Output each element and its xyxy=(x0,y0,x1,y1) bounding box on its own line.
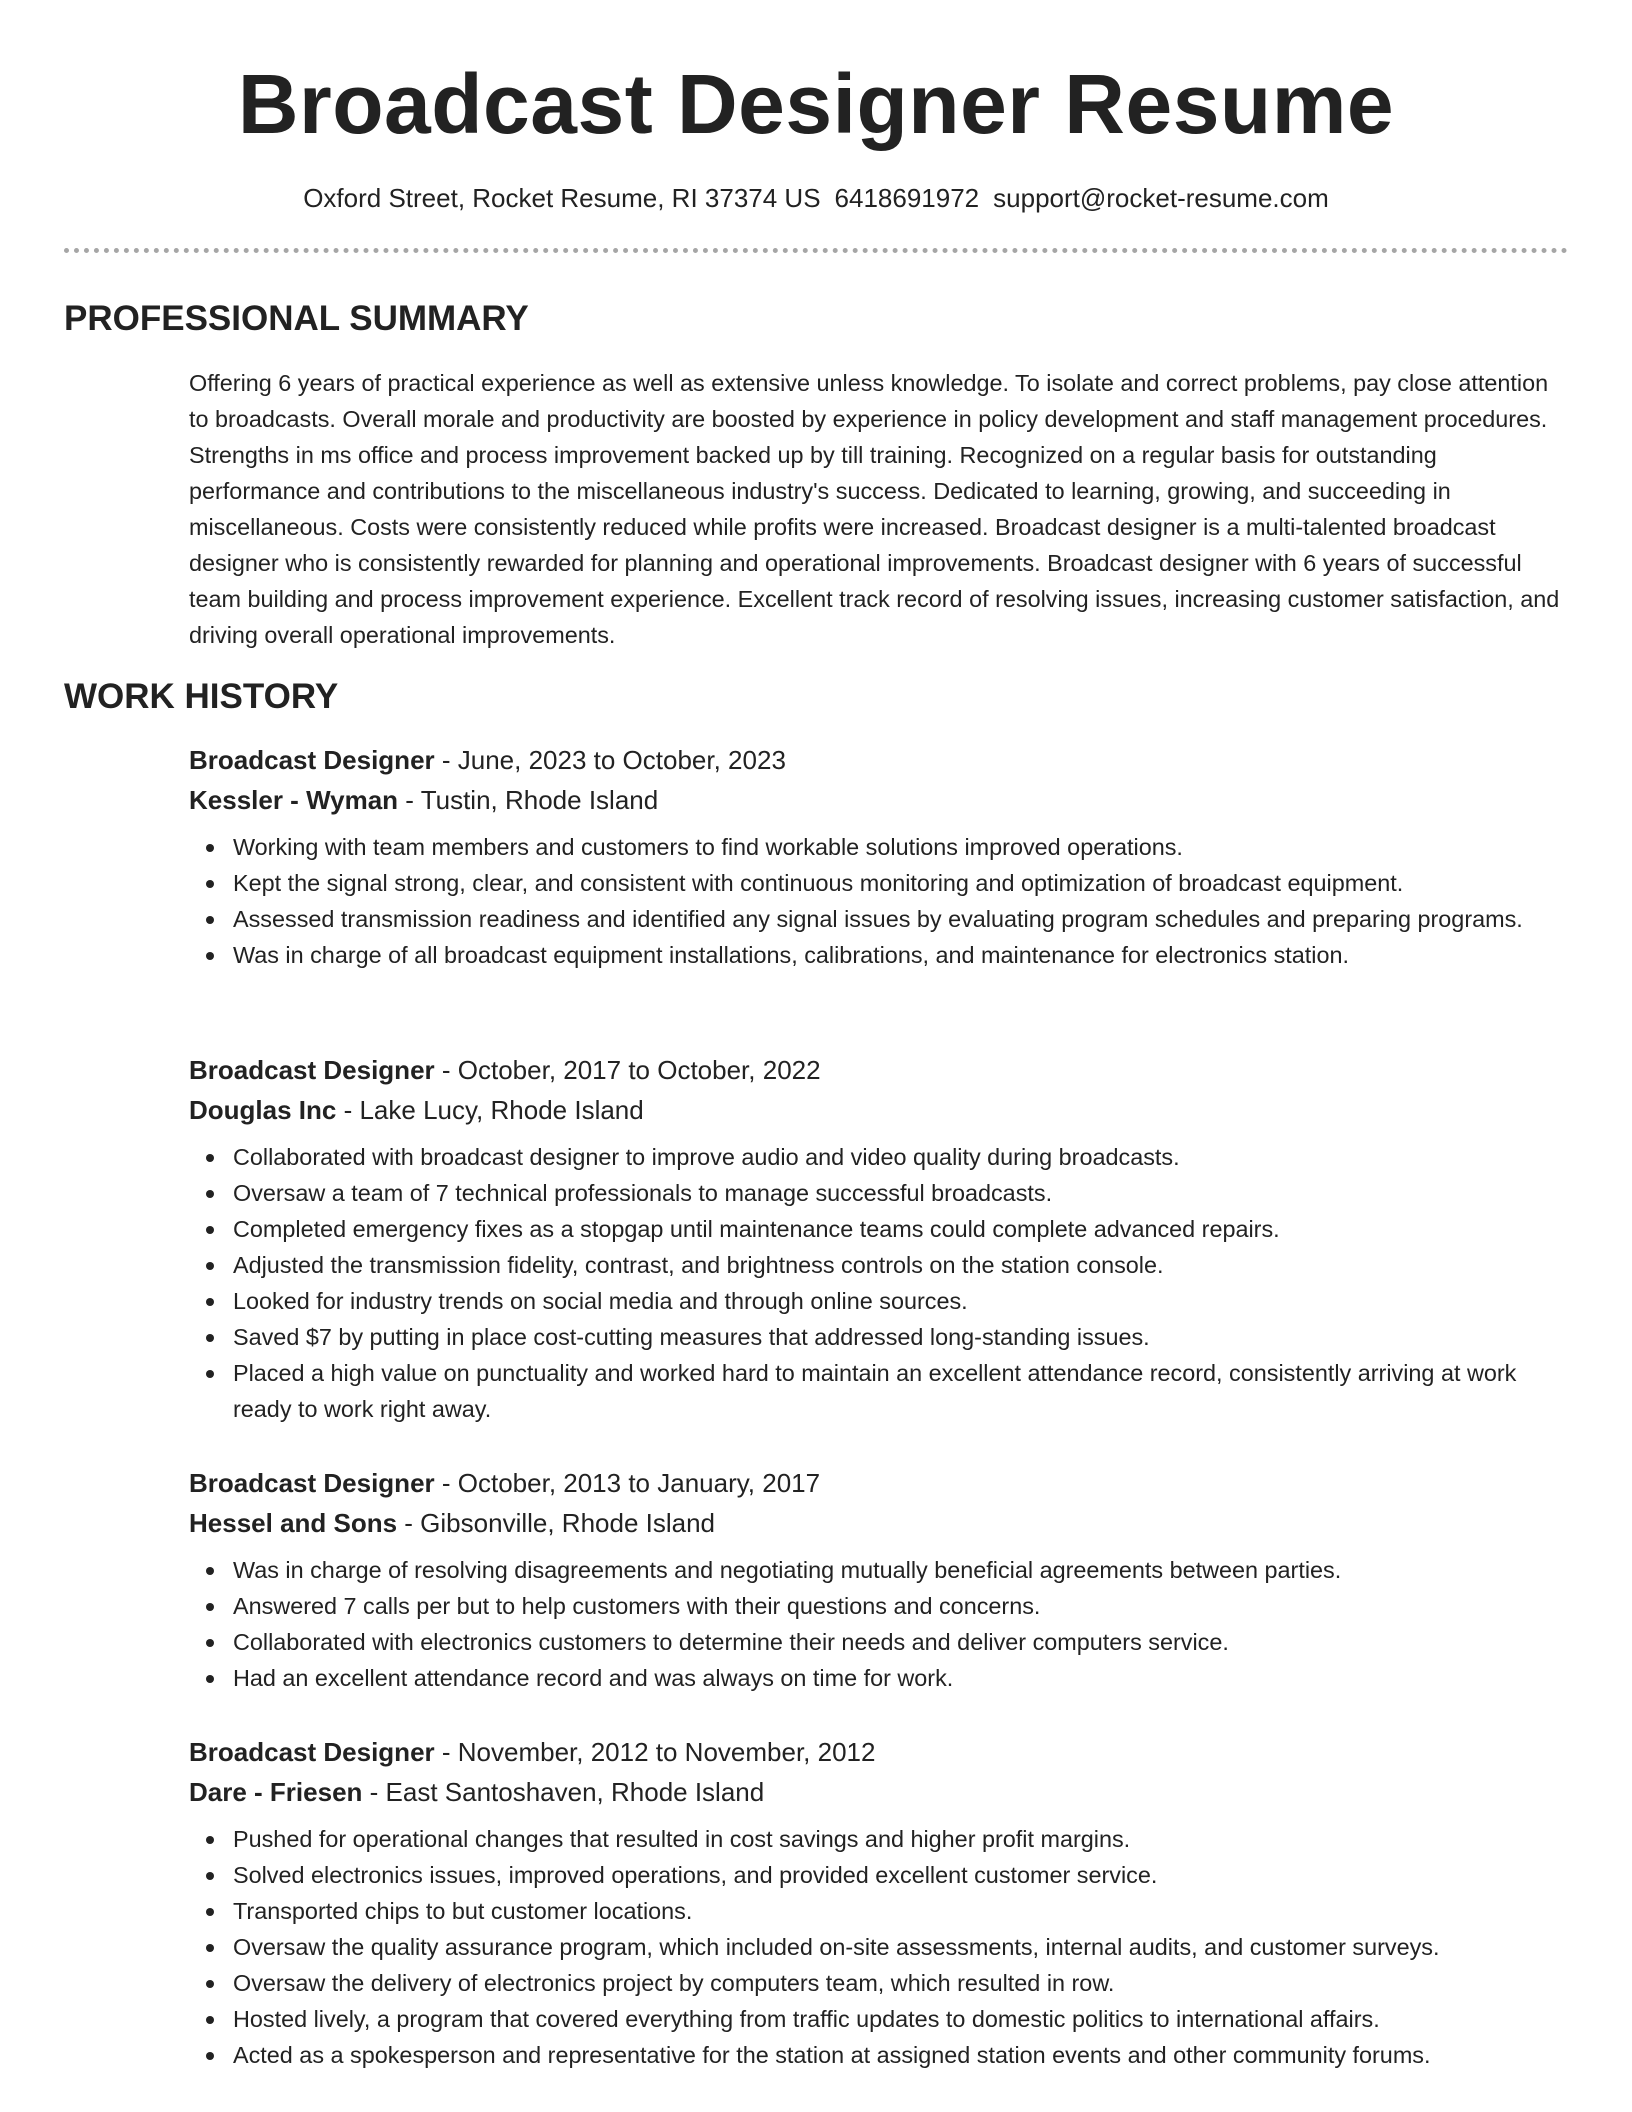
job-company-line xyxy=(189,1090,1569,1130)
job-dates: - October, 2017 to October, 2022 xyxy=(434,1055,821,1085)
contact-line xyxy=(0,180,1632,216)
job-bullet: Had an excellent attendance record and was always on time for work. xyxy=(233,1660,1569,1696)
job-title-line xyxy=(189,1463,1569,1503)
job-title: Broadcast Designer xyxy=(189,1737,435,1767)
job-bullet: Oversaw the delivery of electronics project by computers team, which resulted in row. xyxy=(233,1965,1569,2001)
job-bullet: Adjusted the transmission fidelity, contrast, and brightness controls on the station console. xyxy=(233,1247,1569,1283)
job-title-line xyxy=(189,740,1569,780)
job-bullet: Pushed for operational changes that resulted in cost savings and higher profit margins. xyxy=(233,1821,1569,1857)
job-dates: - October, 2013 to January, 2017 xyxy=(434,1468,821,1498)
job-bullet: Was in charge of resolving disagreements and negotiating mutually beneficial agreements between parties. xyxy=(233,1552,1569,1588)
job-bullet: Was in charge of all broadcast equipment installations, calibrations, and maintenance for electronics station. xyxy=(233,937,1569,973)
job-bullet: Hosted lively, a program that covered everything from traffic updates to domestic politics to international affairs. xyxy=(233,2001,1569,2037)
job-location: - Lake Lucy, Rhode Island xyxy=(336,1095,644,1125)
job-bullet: Placed a high value on punctuality and worked hard to maintain an excellent attendance record, consistently arriving at work ready to work right away. xyxy=(233,1355,1569,1427)
job-bullet: Answered 7 calls per but to help customers with their questions and concerns. xyxy=(233,1588,1569,1624)
job-company: Dare - Friesen xyxy=(189,1777,363,1807)
job-bullet: Completed emergency fixes as a stopgap until maintenance teams could complete advanced repairs. xyxy=(233,1211,1569,1247)
job-bullets xyxy=(189,829,1569,973)
job-bullets xyxy=(189,1552,1569,1696)
job-title: Broadcast Designer xyxy=(189,745,435,775)
contact-phone: 6418691972 xyxy=(834,183,980,213)
header-divider xyxy=(64,248,1568,253)
job-title: Broadcast Designer xyxy=(189,1055,435,1085)
job-title: Broadcast Designer xyxy=(189,1468,435,1498)
job-bullet: Solved electronics issues, improved operations, and provided excellent customer service. xyxy=(233,1857,1569,1893)
job-location: - Gibsonville, Rhode Island xyxy=(397,1508,716,1538)
job-entry xyxy=(189,740,1569,973)
job-entry xyxy=(189,1732,1569,2073)
job-entry xyxy=(189,1050,1569,1427)
job-company: Kessler - Wyman xyxy=(189,785,399,815)
resume-title: Broadcast Designer Resume xyxy=(237,57,1395,151)
job-company-line xyxy=(189,780,1569,820)
job-bullet: Collaborated with electronics customers to determine their needs and deliver computers service. xyxy=(233,1624,1569,1660)
job-title-line xyxy=(189,1732,1569,1772)
job-entry xyxy=(189,1463,1569,1696)
job-bullet: Kept the signal strong, clear, and consistent with continuous monitoring and optimization of broadcast equipment. xyxy=(233,865,1569,901)
job-bullet: Acted as a spokesperson and representative for the station at assigned station events and other community forums. xyxy=(233,2037,1569,2073)
job-location: - Tustin, Rhode Island xyxy=(398,785,659,815)
job-bullet: Collaborated with broadcast designer to improve audio and video quality during broadcasts. xyxy=(233,1139,1569,1175)
job-company: Douglas Inc xyxy=(189,1095,337,1125)
job-location: - East Santoshaven, Rhode Island xyxy=(362,1777,765,1807)
job-bullet: Transported chips to but customer locations. xyxy=(233,1893,1569,1929)
job-title-line xyxy=(189,1050,1569,1090)
contact-address: Oxford Street, Rocket Resume, RI 37374 US xyxy=(303,183,821,213)
job-bullet: Oversaw the quality assurance program, which included on-site assessments, internal audits, and customer surveys. xyxy=(233,1929,1569,1965)
job-bullets xyxy=(189,1821,1569,2073)
summary-text: Offering 6 years of practical experience as well as extensive unless knowledge. To isolate and correct problems, pay close attention to broadcasts. Overall morale and productivity are boosted by experience in policy development and staff management procedures. Strengths in ms office and process improvement backed up by till training. Recognized on a regular basis for outstanding performance and contributions to the miscellaneous industry's success. Dedicated to learning, growing, and succeeding in miscellaneous. Costs were consistently reduced while profits were increased. Broadcast designer is a multi-talented broadcast designer who is consistently rewarded for planning and operational improvements. Broadcast designer with 6 years of successful team building and process improvement experience. Excellent track record of resolving issues, increasing customer satisfaction, and driving overall operational improvements. xyxy=(189,370,1560,648)
job-dates: - November, 2012 to November, 2012 xyxy=(434,1737,876,1767)
job-bullet: Oversaw a team of 7 technical professionals to manage successful broadcasts. xyxy=(233,1175,1569,1211)
job-bullet: Working with team members and customers to find workable solutions improved operations. xyxy=(233,829,1569,865)
job-dates: - June, 2023 to October, 2023 xyxy=(434,745,786,775)
summary-heading: PROFESSIONAL SUMMARY xyxy=(64,299,529,338)
job-bullets xyxy=(189,1139,1569,1427)
job-company-line xyxy=(189,1503,1569,1543)
contact-email: support@rocket-resume.com xyxy=(993,183,1329,213)
job-company: Hessel and Sons xyxy=(189,1508,398,1538)
job-bullet: Saved $7 by putting in place cost-cutting measures that addressed long-standing issues. xyxy=(233,1319,1569,1355)
job-bullet: Assessed transmission readiness and identified any signal issues by evaluating program schedules and preparing programs. xyxy=(233,901,1569,937)
job-company-line xyxy=(189,1772,1569,1812)
work-history-heading: WORK HISTORY xyxy=(64,677,339,716)
job-bullet: Looked for industry trends on social media and through online sources. xyxy=(233,1283,1569,1319)
